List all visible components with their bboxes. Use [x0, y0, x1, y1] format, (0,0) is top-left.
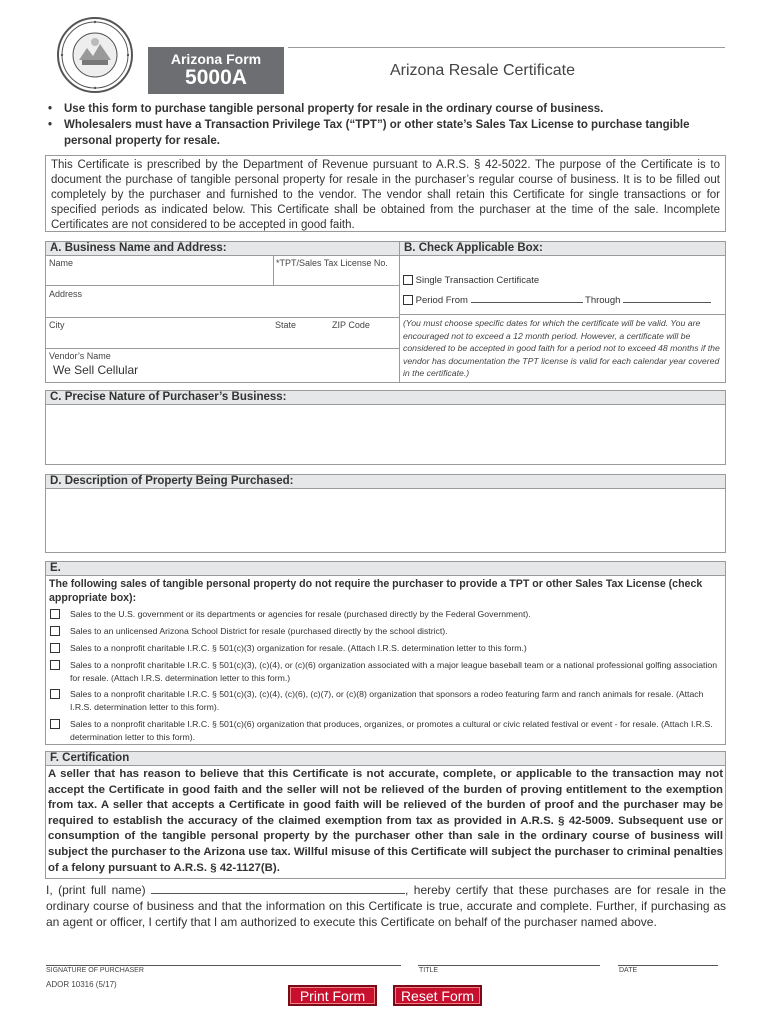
divider — [46, 348, 399, 349]
period-from-label: Period From — [415, 295, 468, 306]
intro-paragraph: This Certificate is prescribed by the Department of Revenue pursuant to A.R.S. § 42-5022. The purpose of the Certificate is to document the purchase of tangible personal property for resale in the purchaser’s regular course of business. It is to be filled out completely by the purchaser and furnished to the vendor. The vendor shall retain this Certificate for single transactions or for specified periods as indicated below. This Certificate shall be obtained from the purchaser at the time of the sale. Incomplete Certificates are not considered to be accepted in good faith. — [45, 155, 726, 232]
exemption-checkbox[interactable] — [50, 660, 60, 670]
section-b-heading: B. Check Applicable Box: — [400, 242, 725, 255]
section-c — [45, 390, 726, 465]
exemption-checkbox[interactable] — [50, 643, 60, 653]
zip-field[interactable] — [331, 331, 396, 347]
title-label: TITLE — [419, 967, 439, 974]
exemption-item[interactable] — [50, 659, 726, 686]
certification-warning: A seller that has reason to believe that this Certificate is not accurate, complete, or applicable to the transaction may not accept the Certificate in good faith and the seller will not be relieved of the burden of proving entitlement to the exemption from tax. A seller that accepts a Certificate in good faith will be relieved of the burden of proof and the purchaser may be required to establish the accuracy of the claimed exemption from tax as provided in A.R.S. § 42-5009. Subsequent use or consumption of the tangible personal property by the purchaser other than sale in the ordinary course of business will subject the purchaser to the Arizona use tax. Willful misuse of this Certificate will subject the purchaser to criminal penalties of a felony pursuant to A.R.S. § 42-1127(B). — [48, 768, 723, 874]
exemption-label: Sales to a nonprofit charitable I.R.C. § 501(c)(6) organization that produces, organizes, or promotes a cultural or civic related festival or event - for resale. (Attach I.R.S. determination letter to this form). — [70, 719, 713, 742]
instructions-list — [46, 101, 726, 149]
signature-field[interactable] — [46, 950, 401, 966]
exemption-checkbox[interactable] — [50, 626, 60, 636]
license-field[interactable] — [276, 268, 396, 284]
through-label: Through — [585, 295, 621, 306]
property-description-field[interactable] — [48, 491, 723, 550]
signature-line — [46, 965, 401, 966]
business-nature-field[interactable] — [48, 407, 723, 462]
title-field[interactable] — [418, 950, 600, 966]
instruction-item: • Wholesalers must have a Transaction Privilege Tax (“TPT”) or other state’s Sales Tax License to purchase tangible personal property for resale. — [46, 117, 726, 149]
name-label: Name — [49, 258, 74, 268]
exemption-label: Sales to a nonprofit charitable I.R.C. § 501(c)(3), (c)(4), (c)(6), (c)(7), or (c)(8) organization that sponsors a rodeo featuring farm and ranch animals for resale. (Attach I.R.S. determination letter to this form). — [70, 689, 704, 712]
date-label: DATE — [619, 967, 638, 974]
exemption-checkbox[interactable] — [50, 609, 60, 619]
name-field[interactable] — [48, 268, 270, 284]
divider — [399, 314, 726, 315]
exemption-label: Sales to the U.S. government or its departments or agencies for resale (purchased directly by the Federal Government). — [70, 609, 531, 619]
page-title: Arizona Resale Certificate — [390, 62, 575, 79]
signature-label: SIGNATURE OF PURCHASER — [46, 967, 144, 974]
cert-prefix: I, (print full name) — [46, 883, 146, 897]
state-field[interactable] — [274, 331, 324, 347]
exemption-label: Sales to a nonprofit charitable I.R.C. § 501(c)(3), (c)(4), or (c)(6) organization associated with a major league baseball team or a national professional golfing association for resale. (Attach I.R.S. determination letter to this form.) — [70, 660, 718, 683]
divider — [46, 488, 725, 489]
period-checkbox[interactable] — [403, 295, 413, 305]
city-field[interactable] — [48, 331, 268, 347]
section-e-heading: E. — [46, 562, 725, 575]
print-form-button[interactable]: Print Form — [288, 985, 377, 1006]
address-label: Address — [49, 289, 83, 299]
purchaser-name-field[interactable] — [151, 884, 405, 894]
single-transaction-label: Single Transaction Certificate — [415, 275, 540, 286]
divider — [46, 285, 399, 286]
form-code: ADOR 10316 (5/17) — [46, 980, 117, 989]
section-a-heading: A. Business Name and Address: — [46, 242, 399, 255]
exemption-item[interactable] — [50, 718, 726, 745]
title-line — [418, 965, 600, 966]
single-transaction-checkbox[interactable] — [403, 275, 413, 285]
vendor-label: Vendor’s Name — [49, 351, 111, 361]
through-field[interactable] — [623, 295, 711, 303]
section-d-heading: D. Description of Property Being Purchased: — [46, 475, 725, 488]
period-note: (You must choose specific dates for which the certificate will be valid. You are encouraged not to exceed a 12 month period. However, a certificate will be considered to be accepted in good faith for a period not to exceed 48 months if the vendor has documentation the TPT license is valid for each calendar year covered in the certificate.) — [403, 318, 720, 378]
exemption-checkbox[interactable] — [50, 719, 60, 729]
divider — [273, 255, 274, 285]
cert-rest: ordinary course of business and that the information on this Certificate is true, accurate and complete. Further, if purchasing as an agent or officer, I certify that I am authorized to execute this Certificate on behalf of the purchaser named above. — [46, 899, 726, 929]
header-divider — [288, 47, 725, 48]
period-from-field[interactable] — [471, 295, 583, 303]
section-f-heading: F. Certification — [46, 752, 725, 765]
form-label: Arizona Form — [170, 51, 262, 67]
exemption-item[interactable] — [50, 608, 726, 622]
divider — [46, 404, 725, 405]
section-d — [45, 474, 726, 553]
section-f — [45, 751, 726, 879]
exemption-item[interactable] — [50, 625, 726, 639]
city-label: City — [49, 320, 65, 330]
section-a-b — [45, 241, 726, 383]
form-number-box — [148, 47, 284, 94]
period-option[interactable] — [403, 295, 711, 306]
certification-statement — [46, 882, 726, 930]
state-label: State — [275, 320, 297, 330]
exemption-label: Sales to an unlicensed Arizona School District for resale (purchased directly by the school district). — [70, 626, 448, 636]
date-field[interactable] — [618, 950, 718, 966]
license-label: *TPT/Sales Tax License No. — [276, 258, 388, 268]
divider — [46, 317, 399, 318]
divider — [46, 765, 725, 766]
exemption-item[interactable] — [50, 688, 726, 715]
cert-suffix: , hereby certify that these purchases are for resale in the — [405, 883, 726, 897]
zip-label: ZIP Code — [332, 320, 370, 330]
exemption-item[interactable] — [50, 642, 726, 656]
exemption-checkbox[interactable] — [50, 689, 60, 699]
seal-of-arizona-icon — [56, 16, 134, 94]
address-field[interactable] — [48, 300, 396, 316]
divider — [46, 255, 725, 256]
divider — [399, 242, 400, 382]
divider — [46, 575, 725, 576]
form-number: 5000A — [185, 66, 247, 89]
exemption-label: Sales to a nonprofit charitable I.R.C. § 501(c)(3) organization for resale. (Attach I.R.S. determination letter to this form.) — [70, 643, 527, 653]
section-e-intro: The following sales of tangible personal property do not require the purchaser to provide a TPT or other Sales Tax License (check appropriate box): — [49, 578, 703, 604]
single-transaction-option[interactable] — [403, 275, 539, 286]
section-e — [45, 561, 726, 745]
section-c-heading: C. Precise Nature of Purchaser’s Business: — [46, 391, 725, 404]
vendor-name-field[interactable]: We Sell Cellular — [53, 363, 139, 377]
reset-form-button[interactable]: Reset Form — [393, 985, 482, 1006]
instruction-item: • Use this form to purchase tangible personal property for resale in the ordinary course of business. — [46, 101, 726, 117]
date-line — [618, 965, 718, 966]
